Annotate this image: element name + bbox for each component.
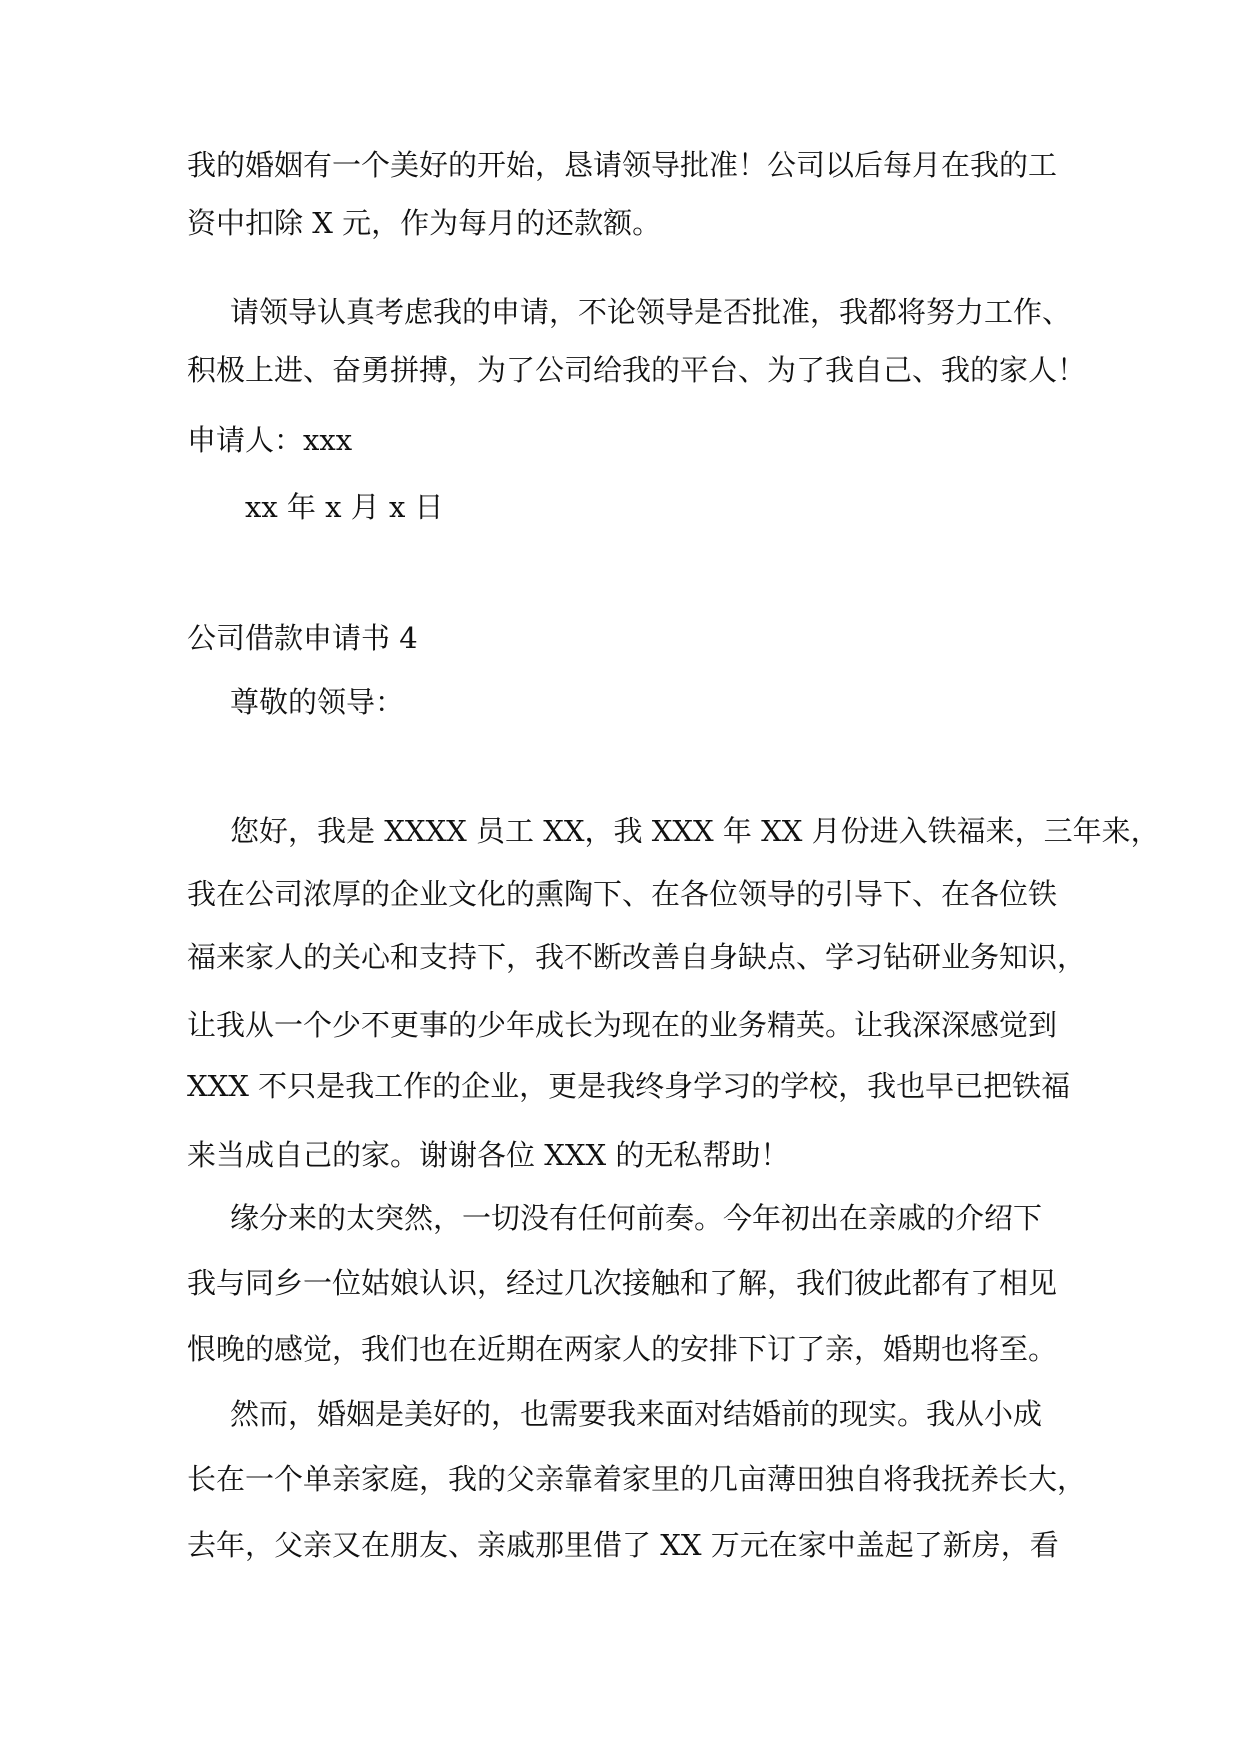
applicant-signature: 申请人：xxx xyxy=(187,423,353,457)
paragraph-line: 恨晚的感觉，我们也在近期在两家人的安排下订了亲，婚期也将至。 xyxy=(187,1332,1058,1366)
paragraph-line: 缘分来的太突然，一切没有任何前奏。今年初出在亲戚的介绍下 xyxy=(230,1201,1043,1235)
paragraph-line: XXX 不只是我工作的企业，更是我终身学习的学校，我也早已把铁福 xyxy=(187,1069,1071,1103)
paragraph-line: 然而，婚姻是美好的，也需要我来面对结婚前的现实。我从小成 xyxy=(230,1397,1043,1431)
paragraph-line: 我的婚姻有一个美好的开始，恳请领导批准！公司以后每月在我的工 xyxy=(187,148,1058,182)
section-title: 公司借款申请书 4 xyxy=(187,621,418,655)
signature-date: xx 年 x 月 x 日 xyxy=(245,490,444,524)
paragraph-line: 我与同乡一位姑娘认识，经过几次接触和了解，我们彼此都有了相见 xyxy=(187,1266,1058,1300)
salutation: 尊敬的领导： xyxy=(230,685,405,719)
paragraph-line: 让我从一个少不更事的少年成长为现在的业务精英。让我深深感觉到 xyxy=(187,1008,1058,1042)
paragraph-line: 福来家人的关心和支持下，我不断改善自身缺点、学习钻研业务知识， xyxy=(187,940,1087,974)
paragraph-line: 请领导认真考虑我的申请，不论领导是否批准，我都将努力工作、 xyxy=(230,295,1072,329)
paragraph-line: 您好，我是 XXXX 员工 XX，我 XXX 年 XX 月份进入铁福来，三年来， xyxy=(230,814,1160,848)
paragraph-line: 积极上进、奋勇拼搏，为了公司给我的平台、为了我自己、我的家人！ xyxy=(187,353,1087,387)
paragraph-line: 长在一个单亲家庭，我的父亲靠着家里的几亩薄田独自将我抚养长大， xyxy=(187,1462,1087,1496)
paragraph-line: 去年，父亲又在朋友、亲戚那里借了 XX 万元在家中盖起了新房，看 xyxy=(187,1528,1059,1562)
paragraph-line: 我在公司浓厚的企业文化的熏陶下、在各位领导的引导下、在各位铁 xyxy=(187,877,1058,911)
paragraph-line: 来当成自己的家。谢谢各位 XXX 的无私帮助！ xyxy=(187,1138,790,1172)
paragraph-line: 资中扣除 X 元，作为每月的还款额。 xyxy=(187,206,662,240)
